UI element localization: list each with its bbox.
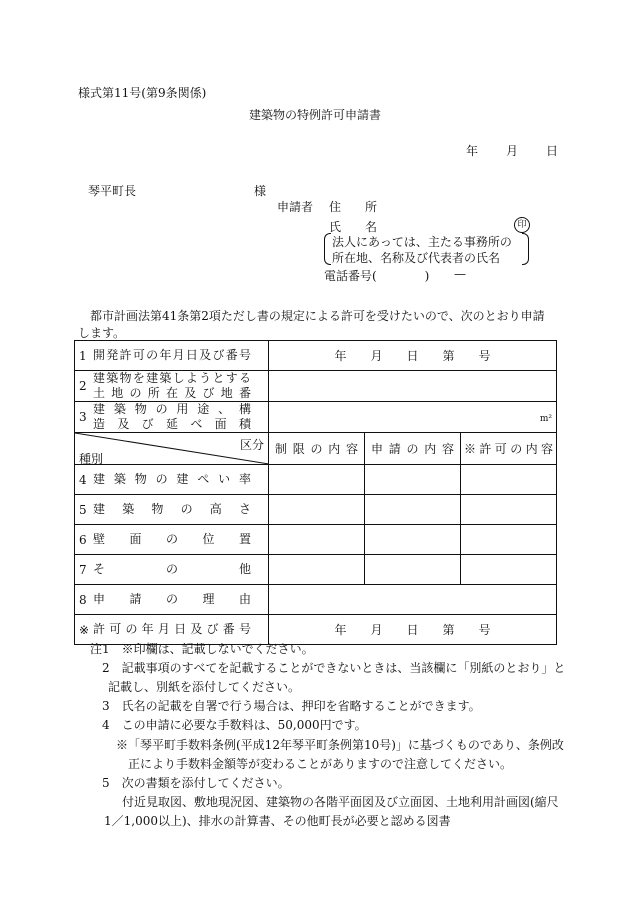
header-col1: 制限の内容 [269, 433, 365, 465]
row9-value: 年 月 日 第 号 [269, 615, 557, 645]
note-5a: 付近見取図、敷地現況図、建築物の各階平面図及び立面図、土地利用計画図(縮尺 [122, 795, 559, 809]
table-row [75, 555, 557, 585]
row5-permit[interactable] [461, 495, 557, 525]
row7-limit[interactable] [269, 555, 365, 585]
row6-label: 6 壁面の位置 [75, 525, 269, 555]
note-4b: 正により手数料金額等が変わることがありますので注意してください。 [128, 757, 513, 771]
addressee [88, 182, 267, 199]
table-row [75, 371, 557, 402]
header-col3: ※許可の内容 [461, 433, 557, 465]
note-2b: 記載し、別紙を添付してください。 [108, 680, 301, 694]
note-4a: ※「琴平町手数料条例(平成12年琴平町条例第10号)」に基づくものであり、条例改 [116, 738, 564, 752]
row4-permit[interactable] [461, 465, 557, 495]
date-day: 日 [546, 144, 559, 158]
row2-label: 2 建築物を建築しようとする 土地の所在及び地番 [75, 371, 269, 402]
applicant-label: 申請者 [277, 200, 314, 214]
form-number: 様式第11号(第9条関係) [78, 86, 207, 100]
row3-value[interactable] [269, 402, 557, 433]
table-header-row [75, 433, 557, 465]
header-col2: 申請の内容 [365, 433, 461, 465]
table-row [75, 585, 557, 615]
applicant-name-label: 氏 名 [329, 220, 378, 234]
seal-icon: 印 [514, 217, 530, 233]
note-5: 5 次の書類を添付してください。 [102, 776, 290, 790]
row9-label: ※ 許可の年月日及び番号 [75, 615, 269, 645]
row2-value[interactable] [269, 371, 557, 402]
row5-limit[interactable] [269, 495, 365, 525]
date-line [466, 142, 558, 159]
document-title: 建築物の特例許可申請書 [248, 108, 381, 122]
row8-label: 8 申請の理由 [75, 585, 269, 615]
row4-limit[interactable] [269, 465, 365, 495]
row5-request[interactable] [365, 495, 461, 525]
header-shubetsu: 種別 [79, 452, 104, 466]
row6-permit[interactable] [461, 525, 557, 555]
row8-value[interactable] [269, 585, 557, 615]
row4-request[interactable] [365, 465, 461, 495]
note-4: 4 この申請に必要な手数料は、50,000円です。 [102, 718, 367, 732]
telephone-dash: — [454, 267, 466, 281]
row4-label: 4 建築物の建ぺい率 [75, 465, 269, 495]
applicant-address-label: 住 所 [329, 200, 378, 214]
note-2a: 2 記載事項のすべてを記載することができないときは、当該欄に「別紙のとおり」と [102, 661, 566, 675]
right-bracket [522, 233, 529, 265]
note-5b: 1／1,000以上)、排水の計算書、その他町長が必要と認める図書 [104, 814, 451, 828]
telephone-label: 電話番号( ) [324, 269, 430, 283]
row6-limit[interactable] [269, 525, 365, 555]
application-table [74, 340, 557, 645]
row1-label: 1 開発許可の年月日及び番号 [75, 341, 269, 371]
corporate-note-line2: 所在地、名称及び代表者の氏名 [332, 251, 501, 265]
row3-label: 3 建築物の用途、構 造及び延べ面積 [75, 402, 269, 433]
table-row [75, 525, 557, 555]
row6-request[interactable] [365, 525, 461, 555]
row1-value[interactable]: 年 月 日 第 号 [269, 341, 557, 371]
header-kubun: 区分 [239, 438, 264, 452]
addressee-name: 琴平町長 [88, 184, 137, 198]
row7-request[interactable] [365, 555, 461, 585]
row5-label: 5 建築物の高さ [75, 495, 269, 525]
intro-text: 都市計画法第41条第2項ただし書の規定による許可を受けたいので、次のとおり申請します。 [78, 309, 545, 340]
note-1: 注1 ※印欄は、記載しないでください。 [90, 642, 314, 656]
unit-label: m² [539, 414, 553, 424]
date-month: 月 [506, 144, 519, 158]
note-3: 3 氏名の記載を自署で行う場合は、押印を省略することができます。 [102, 699, 481, 713]
table-row [75, 495, 557, 525]
table-row [75, 402, 557, 433]
addressee-honorific: 様 [254, 184, 267, 198]
table-row [75, 465, 557, 495]
row7-permit[interactable] [461, 555, 557, 585]
header-diagonal-cell [75, 433, 269, 465]
row7-label: 7 その他 [75, 555, 269, 585]
date-year: 年 [466, 144, 479, 158]
corporate-note-line1: 法人にあっては、主たる事務所の [332, 235, 512, 249]
left-bracket [324, 233, 331, 265]
telephone-line [324, 267, 466, 284]
table-row [75, 341, 557, 371]
